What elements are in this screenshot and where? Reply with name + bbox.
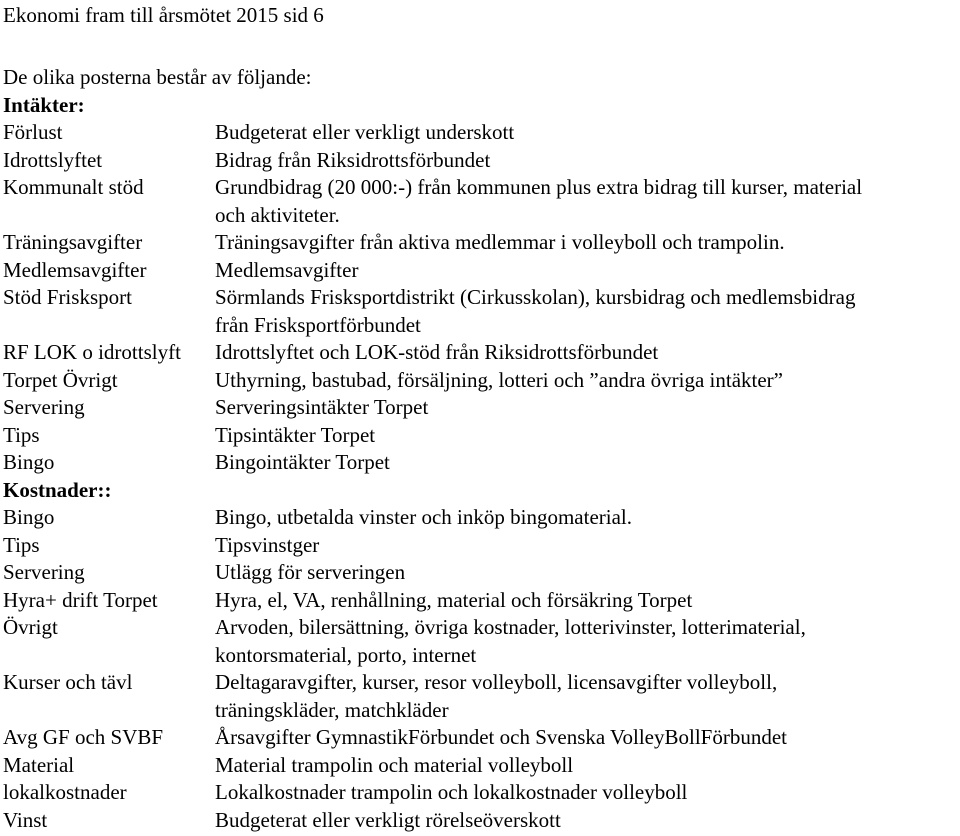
cost-item-description-line: Årsavgifter GymnastikFörbundet och Svenska VolleyBollFörbundet	[215, 725, 788, 749]
cost-item-description-line: Hyra, el, VA, renhållning, material och försäkring Torpet	[215, 587, 693, 612]
cost-item-term: Bingo	[3, 505, 55, 529]
cost-heading: Kostnader::	[3, 477, 112, 502]
cost-item-term: Övrigt	[3, 615, 58, 639]
income-item-description	[215, 257, 958, 285]
income-item-row	[3, 147, 958, 175]
income-item-description	[215, 449, 958, 477]
cost-item-description	[215, 587, 958, 615]
income-item-term: Kommunalt stöd	[3, 175, 144, 199]
cost-item-description	[215, 669, 958, 724]
income-item-row	[3, 449, 958, 477]
cost-item-description	[215, 559, 958, 587]
cost-item-description	[215, 724, 958, 752]
income-item-description	[215, 339, 958, 367]
cost-item-term: Kurser och tävl	[3, 670, 133, 694]
cost-item-row	[3, 614, 958, 669]
cost-item-description-line: Lokalkostnader trampolin och lokalkostnader volleyboll	[215, 780, 688, 804]
income-item-term: Idrottslyftet	[3, 147, 103, 172]
cost-item-description-line: Deltagaravgifter, kurser, resor volleyboll, licensavgifter volleyboll,	[215, 670, 778, 694]
income-item-term: Tips	[3, 422, 40, 447]
income-item-row	[3, 394, 958, 422]
cost-item-description	[215, 614, 958, 669]
income-item-description	[215, 119, 958, 147]
cost-item-description	[215, 504, 958, 532]
income-item-description-line: från Frisksportförbundet	[215, 312, 421, 337]
income-item-row	[3, 284, 958, 339]
cost-item-row	[3, 779, 958, 807]
intro-text: De olika posterna består av följande:	[3, 65, 312, 89]
income-item-description	[215, 147, 958, 175]
income-item-term: Bingo	[3, 450, 55, 474]
income-heading: Intäkter:	[3, 92, 85, 117]
cost-item-description	[215, 779, 958, 807]
income-item-description-line: Träningsavgifter från aktiva medlemmar i volleyboll och trampolin.	[215, 230, 785, 254]
cost-item-description	[215, 807, 958, 835]
income-item-description	[215, 394, 958, 422]
cost-item-description-line: kontorsmaterial, porto, internet	[215, 642, 477, 667]
income-item-term: RF LOK o idrottslyft	[3, 340, 181, 364]
cost-item-description	[215, 532, 958, 560]
income-item-description	[215, 367, 958, 395]
cost-item-description	[215, 752, 958, 780]
income-item-description-line: Bingointäkter Torpet	[215, 450, 390, 474]
income-item-term: Förlust	[3, 120, 63, 144]
cost-item-row	[3, 587, 958, 615]
cost-list	[3, 504, 958, 834]
cost-item-row	[3, 752, 958, 780]
cost-item-row	[3, 669, 958, 724]
income-item-description-line: Medlemsavgifter	[215, 257, 359, 282]
cost-item-description-line: Tipsvinstger	[215, 532, 320, 557]
income-item-term: Servering	[3, 395, 85, 419]
income-item-row	[3, 257, 958, 285]
cost-item-row	[3, 807, 958, 835]
income-item-term: Torpet Övrigt	[3, 367, 118, 392]
income-item-row	[3, 174, 958, 229]
income-item-term: Medlemsavgifter	[3, 257, 147, 282]
cost-item-description-line: Bingo, utbetalda vinster och inköp bingomaterial.	[215, 505, 632, 529]
cost-item-term: Avg GF och SVBF	[3, 725, 164, 749]
cost-item-term: Hyra+ drift Torpet	[3, 587, 158, 612]
income-list	[3, 119, 958, 477]
income-item-description-line: Sörmlands Frisksportdistrikt (Cirkusskolan), kursbidrag och medlemsbidrag	[215, 285, 856, 309]
income-item-description	[215, 284, 958, 339]
cost-item-row	[3, 532, 958, 560]
income-item-description-line: Uthyrning, bastubad, försäljning, lotteri och ”andra övriga intäkter”	[215, 367, 783, 392]
income-item-description	[215, 422, 958, 450]
income-item-row	[3, 119, 958, 147]
cost-item-term: Tips	[3, 532, 40, 557]
income-item-row	[3, 422, 958, 450]
income-item-description	[215, 229, 958, 257]
income-item-term: Träningsavgifter	[3, 230, 143, 254]
cost-item-description-line: Budgeterat eller verkligt rörelseöverskott	[215, 807, 561, 832]
income-item-description-line: Bidrag från Riksidrottsförbundet	[215, 147, 491, 172]
income-item-description	[215, 174, 958, 229]
income-item-row	[3, 229, 958, 257]
income-item-description-line: Budgeterat eller verkligt underskott	[215, 120, 515, 144]
page-title: Ekonomi fram till årsmötet 2015 sid 6	[3, 3, 324, 27]
cost-item-description-line: Utlägg för serveringen	[215, 560, 406, 584]
income-item-row	[3, 339, 958, 367]
income-item-description-line: Grundbidrag (20 000:-) från kommunen plus extra bidrag till kurser, material	[215, 175, 863, 199]
cost-item-row	[3, 504, 958, 532]
cost-item-row	[3, 724, 958, 752]
income-item-row	[3, 367, 958, 395]
cost-item-description-line: Arvoden, bilersättning, övriga kostnader, lotterivinster, lotterimaterial,	[215, 615, 806, 639]
cost-item-term: lokalkostnader	[3, 780, 127, 804]
cost-item-description-line: träningskläder, matchkläder	[215, 697, 449, 722]
income-item-description-line: Idrottslyftet och LOK-stöd från Riksidrottsförbundet	[215, 340, 659, 364]
income-item-description-line: och aktiviteter.	[215, 202, 340, 227]
cost-item-term: Vinst	[3, 807, 48, 832]
cost-item-term: Material	[3, 752, 75, 777]
income-item-description-line: Tipsintäkter Torpet	[215, 422, 376, 447]
cost-item-description-line: Material trampolin och material volleyboll	[215, 752, 574, 777]
document-page	[3, 0, 958, 834]
cost-item-term: Servering	[3, 560, 85, 584]
income-item-term: Stöd Frisksport	[3, 285, 132, 309]
cost-item-row	[3, 559, 958, 587]
income-item-description-line: Serveringsintäkter Torpet	[215, 395, 429, 419]
